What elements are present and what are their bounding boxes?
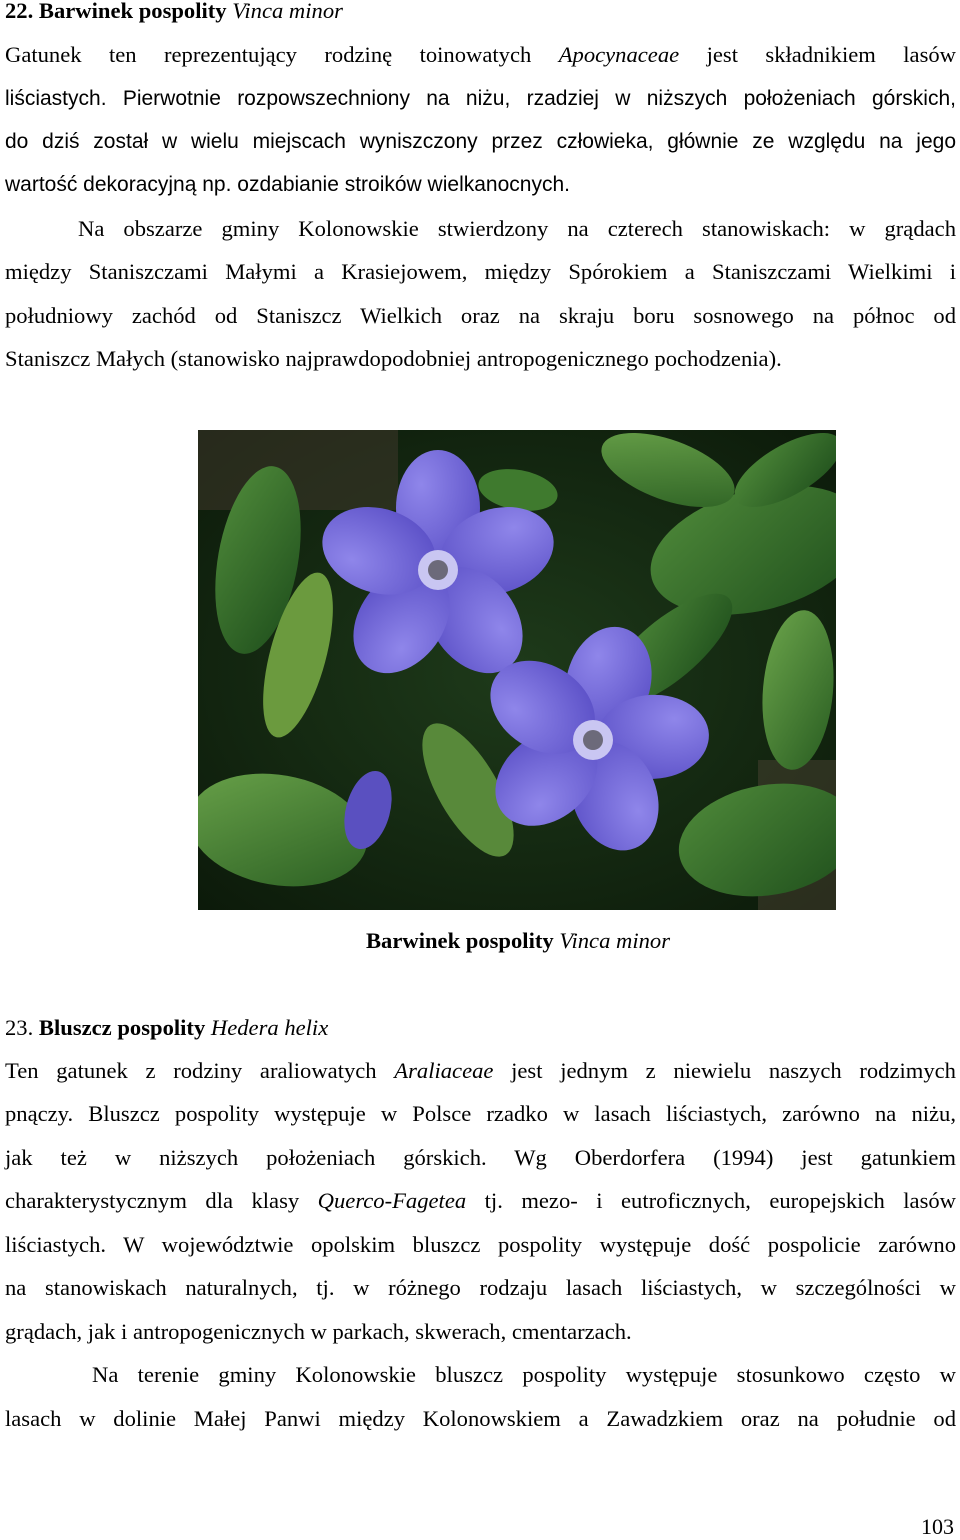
section-23-latin: Hedera helix [210,1015,329,1040]
s23-p2-line2: lasach w dolinie Małej Panwi między Kolonowskiem a Zawadzkiem oraz na południe od [5,1406,956,1431]
s23-p1-line7: grądach, jak i antropogenicznych w parkach, skwerach, cmentarzach. [5,1319,632,1344]
section-23-heading [5,1014,956,1042]
periwinkle-photo [198,430,836,910]
section-22-name: Barwinek pospolity [38,0,227,23]
page-number: 103 [921,1514,954,1539]
caption-latin: Vinca minor [559,928,670,953]
caption-name: Barwinek pospolity [365,928,554,953]
s23-p2-line1: Na terenie gminy Kolonowskie bluszcz pospolity występuje stosunkowo często w [92,1362,956,1387]
s22-p1-line3: do dziś został w wielu miejscach wyniszczony przez człowieka, głównie ze względu na jego [5,130,956,153]
s23-p1-line6: na stanowiskach naturalnych, tj. w różnego rodzaju lasach liściastych, w szczególności w [5,1275,956,1300]
s22-p2-line1: Na obszarze gminy Kolonowskie stwierdzony na czterech stanowiskach: w grądach [78,216,956,241]
s23-p1-line1 [5,1057,956,1085]
text-span: Ten gatunek z rodziny araliowatych [5,1058,377,1083]
s23-p1-line5: liściastych. W województwie opolskim bluszcz pospolity występuje dość pospolicie zarówno [5,1232,956,1257]
s22-p2-line2: między Staniszczami Małymi a Krasiejowem, między Spórokiem a Staniszczami Wielkimi i [5,259,956,284]
text-span: jest składnikiem lasów [706,42,956,67]
family-latin: Apocynaceae [558,42,680,67]
s23-p1-line4 [5,1187,956,1215]
s22-p2-line4: Staniszcz Małych (stanowisko najprawdopodobniej antropogenicznego pochodzenia). [5,346,782,371]
s22-p1-line2: liściastych. Pierwotnie rozpowszechniony na niżu, rzadziej w niższych położeniach górskich, [5,87,956,110]
section-23-number: 23. [5,1015,34,1040]
s23-p1-line3: jak też w niższych położeniach górskich. Wg Oberdorfera (1994) jest gatunkiem [5,1145,956,1170]
text-span: Gatunek ten reprezentujący rodzinę toinowatych [5,42,532,67]
s22-p2-line3: południowy zachód od Staniszcz Wielkich oraz na skraju boru sosnowego na północ od [5,303,956,328]
section-23-name: Bluszcz pospolity [38,1015,206,1040]
class-latin: Querco-Fagetea [317,1188,467,1213]
section-22-number: 22. [5,0,34,23]
s23-p1-line2: pnączy. Bluszcz pospolity występuje w Polsce rzadko w lasach liściastych, zarówno na niżu, [5,1101,956,1126]
s22-p1-line1 [5,41,956,69]
family-latin: Araliaceae [394,1058,494,1083]
text-span: tj. mezo- i eutroficznych, europejskich lasów [484,1188,956,1213]
section-22-heading [5,0,956,25]
section-22-latin: Vinca minor [232,0,343,23]
photo-caption [0,927,960,955]
text-span: charakterystycznym dla klasy [5,1188,300,1213]
s22-p1-line4: wartość dekoracyjną np. ozdabianie stroików wielkanocnych. [5,173,570,196]
text-span: jest jednym z niewielu naszych rodzimych [511,1058,956,1083]
